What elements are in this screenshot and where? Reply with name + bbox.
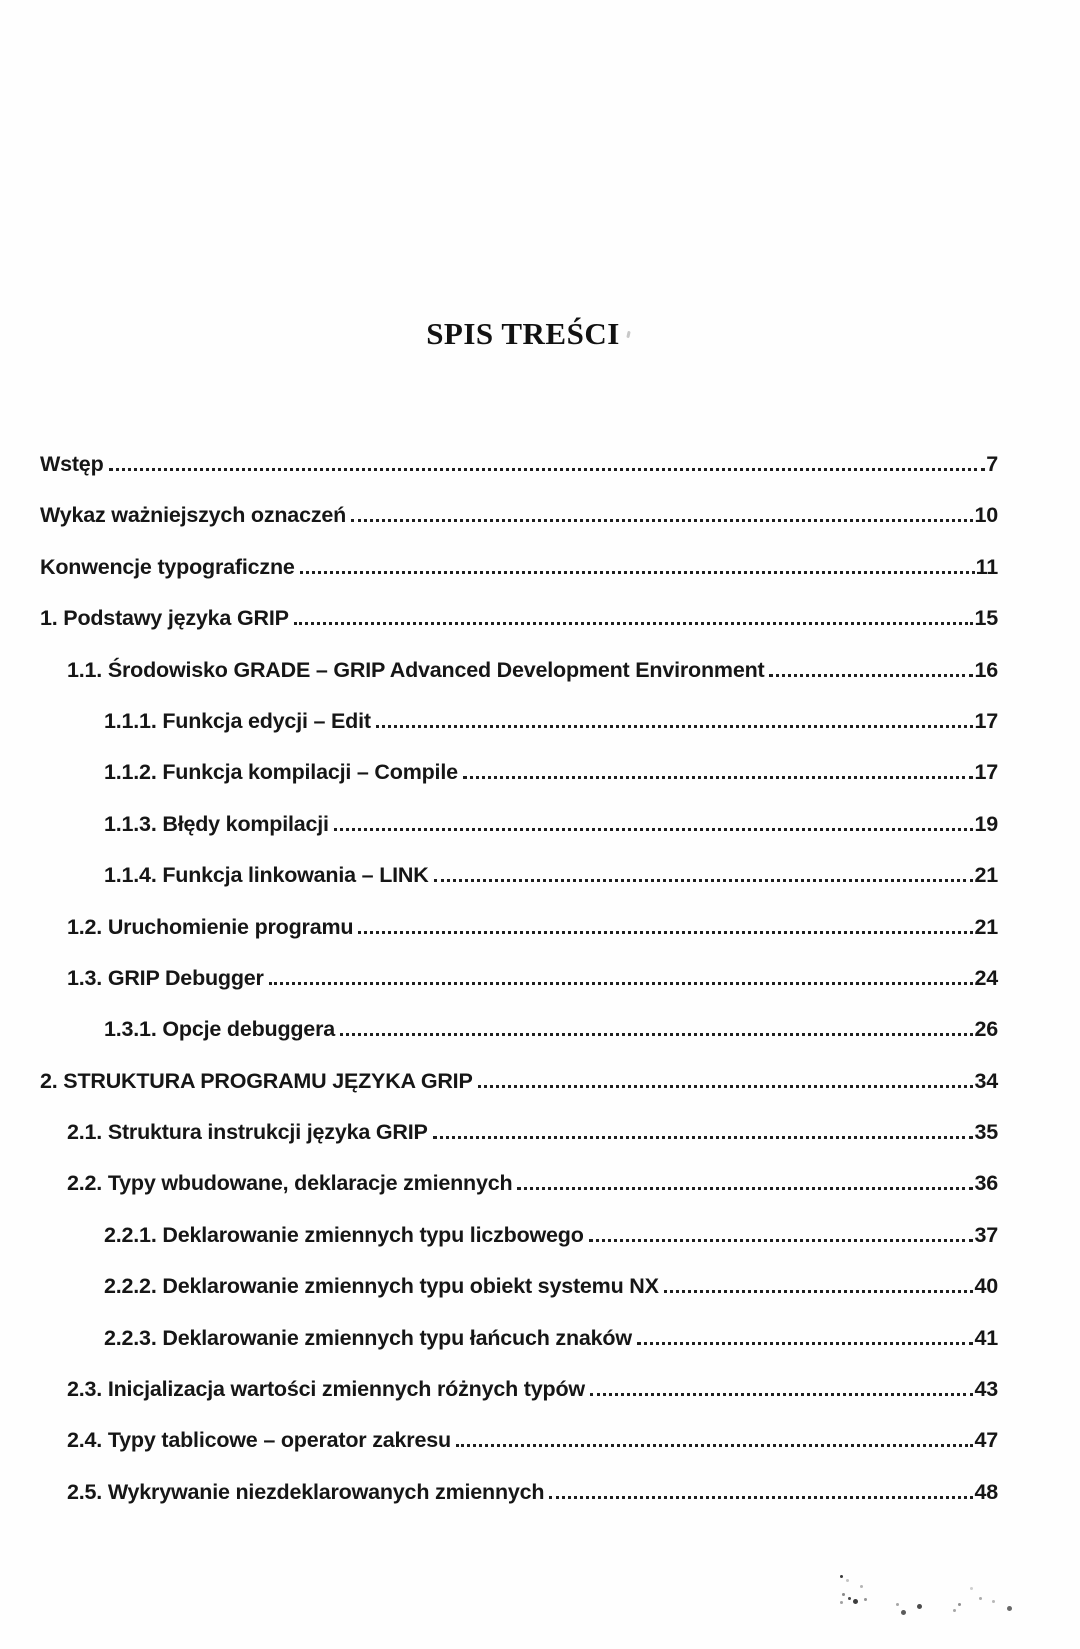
toc-entry-page: 21 xyxy=(974,863,998,888)
toc-entry-page: 17 xyxy=(974,708,998,733)
toc-entry xyxy=(40,452,998,503)
toc-entry xyxy=(40,1069,998,1120)
toc-entry-page: 11 xyxy=(975,554,998,579)
toc-entry xyxy=(40,1223,998,1274)
dot-leader xyxy=(334,828,974,831)
toc-entry-label: 1.2. Uruchomienie programu xyxy=(67,914,354,939)
dot-leader xyxy=(463,776,974,779)
toc-entry-page: 7 xyxy=(986,452,998,476)
toc-entry-label: 1.3. GRIP Debugger xyxy=(67,965,264,990)
dot-leader xyxy=(456,1444,974,1447)
toc-entry-page: 15 xyxy=(974,606,998,631)
toc-entry-page: 36 xyxy=(974,1171,998,1196)
dot-leader xyxy=(358,931,973,934)
toc-entry-label: Konwencje typograficzne xyxy=(40,554,295,579)
toc-entry-page: 48 xyxy=(974,1479,998,1504)
pencil-smudge-artifact xyxy=(840,1575,841,1576)
toc-entry-label: 2.2.2. Deklarowanie zmiennych typu obiekt systemu NX xyxy=(104,1274,659,1299)
toc-entry-page: 10 xyxy=(974,503,998,528)
toc-entry xyxy=(40,1017,998,1068)
dot-leader xyxy=(478,1085,974,1088)
dot-leader xyxy=(294,622,974,625)
toc-entry-label: 2.5. Wykrywanie niezdeklarowanych zmiennych xyxy=(67,1479,545,1504)
toc-entry xyxy=(40,1274,998,1325)
toc-entry-page: 47 xyxy=(974,1428,998,1453)
dot-leader xyxy=(590,1393,974,1396)
toc-entry xyxy=(40,966,998,1017)
toc-entry xyxy=(40,1326,998,1377)
dot-leader xyxy=(549,1496,973,1499)
toc-entry-page: 19 xyxy=(974,811,998,836)
toc-entry-label: 1.1.1. Funkcja edycji – Edit xyxy=(104,708,371,733)
toc-entry xyxy=(40,555,998,606)
dot-leader xyxy=(637,1342,974,1345)
toc-entry-label: 2.4. Typy tablicowe – operator zakresu xyxy=(67,1428,451,1453)
dot-leader xyxy=(769,674,973,677)
toc-entry-label: 1.1. Środowisko GRADE – GRIP Advanced Development Environment xyxy=(67,657,765,682)
dot-leader xyxy=(269,982,974,985)
toc-entry-label: 1.1.3. Błędy kompilacji xyxy=(104,811,329,836)
toc-entry-label: 1.1.2. Funkcja kompilacji – Compile xyxy=(104,760,458,785)
toc-entry-page: 21 xyxy=(974,914,998,939)
toc-entry xyxy=(40,1120,998,1171)
dot-leader xyxy=(109,468,986,471)
toc-entry xyxy=(40,760,998,811)
toc-entry-label: 1.1.4. Funkcja linkowania – LINK xyxy=(104,863,429,888)
dot-leader xyxy=(589,1239,974,1242)
toc-entry-page: 37 xyxy=(974,1222,998,1247)
dot-leader xyxy=(434,879,974,882)
dot-leader xyxy=(376,725,974,728)
toc-entry-page: 40 xyxy=(974,1274,998,1299)
toc-entry xyxy=(40,1480,998,1531)
dot-leader xyxy=(664,1290,974,1293)
dot-leader xyxy=(300,571,975,574)
dot-leader xyxy=(517,1187,973,1190)
toc-entry-page: 17 xyxy=(974,760,998,785)
toc-entry-page: 41 xyxy=(974,1325,998,1350)
toc-entry-label: 2.2.3. Deklarowanie zmiennych typu łańcuch znaków xyxy=(104,1325,632,1350)
toc-entry-label: 2.2. Typy wbudowane, deklaracje zmiennych xyxy=(67,1171,513,1196)
toc-entry-page: 24 xyxy=(974,965,998,990)
toc-entry-page: 26 xyxy=(974,1017,998,1042)
toc-entry xyxy=(40,863,998,914)
toc-entry-page: 34 xyxy=(974,1068,998,1093)
toc-entry xyxy=(40,915,998,966)
toc-entry xyxy=(40,503,998,554)
toc-entry-label: 1. Podstawy języka GRIP xyxy=(40,606,289,631)
toc-entry xyxy=(40,812,998,863)
toc-entry xyxy=(40,1428,998,1479)
toc-entry-label: 2. STRUKTURA PROGRAMU JĘZYKA GRIP xyxy=(40,1068,473,1093)
toc-entry-label: Wykaz ważniejszych oznaczeń xyxy=(40,503,347,528)
toc-entry-label: 2.2.1. Deklarowanie zmiennych typu liczbowego xyxy=(104,1222,584,1247)
toc-entry-page: 16 xyxy=(974,657,998,682)
toc-entry-label: 2.3. Inicjalizacja wartości zmiennych różnych typów xyxy=(67,1377,585,1402)
toc-entry xyxy=(40,658,998,709)
toc-entry-label: 1.3.1. Opcje debuggera xyxy=(104,1017,335,1042)
page-title: SPIS TREŚCI xyxy=(426,315,620,351)
toc-entry-page: 35 xyxy=(974,1120,998,1145)
toc-entry xyxy=(40,1171,998,1222)
toc-entry xyxy=(40,606,998,657)
dot-leader xyxy=(351,519,973,522)
toc-entry-label: 2.1. Struktura instrukcji języka GRIP xyxy=(67,1120,428,1145)
toc-entry-label: Wstęp xyxy=(40,452,104,476)
toc-entry xyxy=(40,1377,998,1428)
toc-entry-page: 43 xyxy=(974,1377,998,1402)
dot-leader xyxy=(340,1033,973,1036)
dot-leader xyxy=(433,1136,974,1139)
toc-entry xyxy=(40,709,998,760)
table-of-contents xyxy=(40,452,998,1531)
